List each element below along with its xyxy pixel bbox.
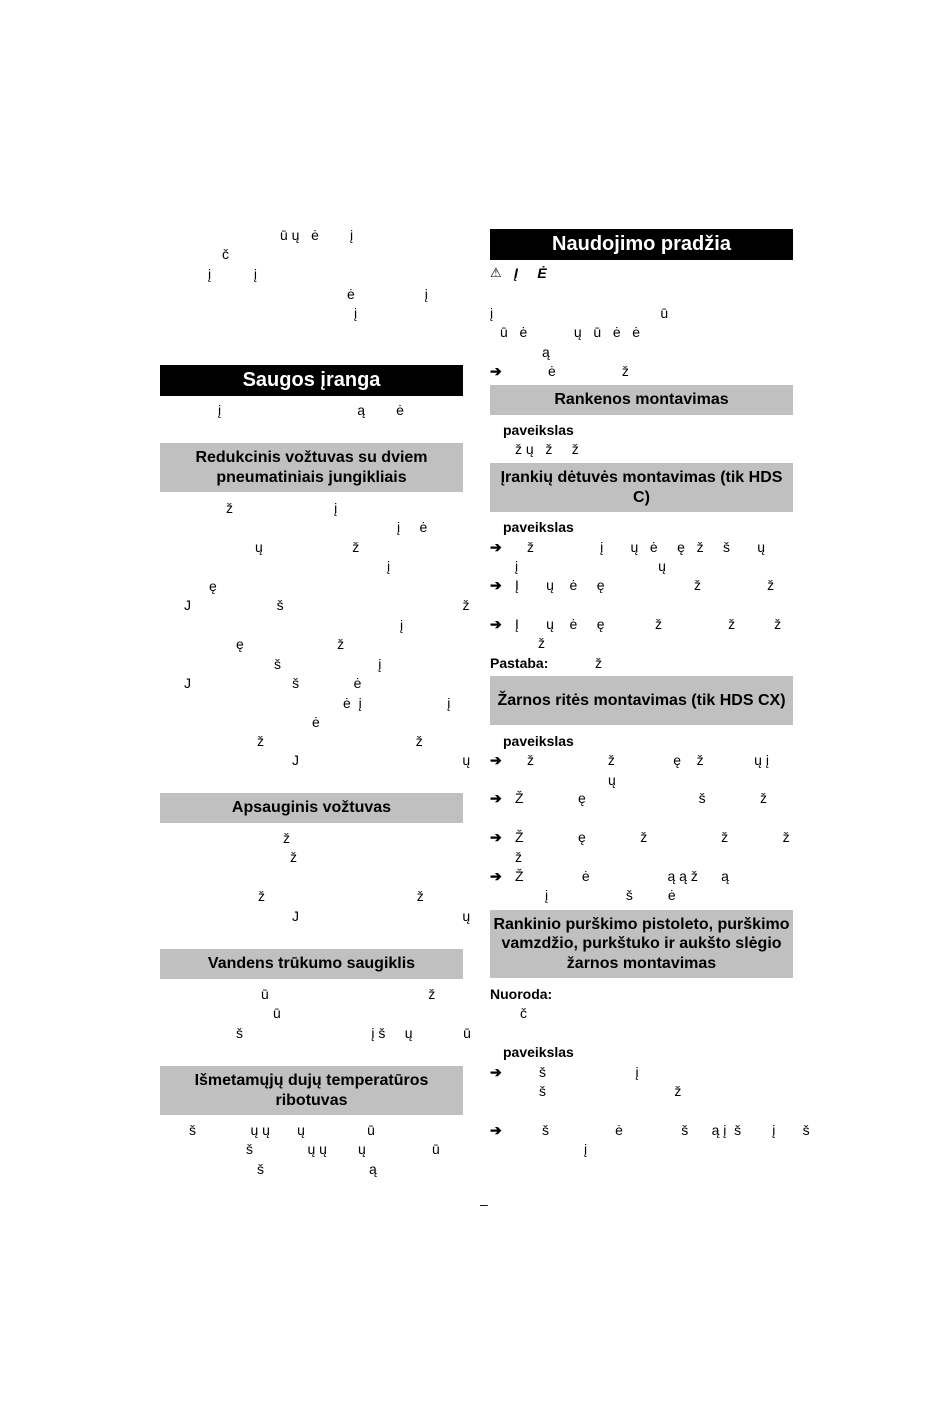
step-text: ė ž [548, 363, 629, 379]
text-fragment: š ų ų ų ū [246, 1141, 440, 1157]
text-fragment: J ų [292, 752, 471, 768]
zarnos-heading: Žarnos ritės montavimas (tik HDS CX) [490, 676, 793, 725]
text-fragment: č [222, 246, 229, 262]
text-fragment: į ė [397, 519, 428, 535]
text-fragment: ė į [347, 286, 428, 302]
text-fragment: į [387, 558, 391, 574]
arrow-bullet-icon: ➔ [490, 868, 502, 884]
text-fragment: ę ž [236, 636, 345, 652]
step-text: Ž ę š ž [515, 790, 768, 806]
text-fragment: ž [283, 830, 290, 846]
text-fragment: ž [515, 849, 522, 865]
text-fragment: J ų [292, 908, 471, 924]
step-text: š ė š ą į š į š [542, 1122, 810, 1138]
text-fragment: į į [208, 266, 258, 282]
arrow-bullet-icon: ➔ [490, 363, 502, 379]
arrow-bullet-icon: ➔ [490, 829, 502, 845]
text-fragment: į [400, 617, 404, 633]
text-fragment: š ų ų ų ū [189, 1122, 375, 1138]
text-fragment: ų [608, 772, 616, 788]
text-fragment: ž ų ž ž [515, 441, 579, 457]
irankiu-heading: Įrankių dėtuvės montavimas (tik HDS C) [490, 463, 793, 512]
arrow-bullet-icon: ➔ [490, 616, 502, 632]
text-fragment: į š ė [545, 887, 676, 903]
warning-icon: ⚠ [490, 265, 502, 280]
apsauginis-heading: Apsauginis vožtuvas [160, 793, 463, 823]
text-fragment: ž ž [258, 888, 424, 904]
step-text: Į ų ė ę ž ž [515, 577, 775, 593]
pastaba-label: Pastaba: [490, 655, 549, 671]
irankiu-figure-label: paveikslas [503, 519, 574, 535]
text-fragment: ų ž [255, 539, 360, 555]
step-text: ž ž ę ž ų į [527, 752, 769, 768]
arrow-bullet-icon: ➔ [490, 539, 502, 555]
text-fragment: ū ų ė į [280, 227, 354, 243]
text-fragment: ū ė ų ū ė ė [500, 324, 641, 340]
text-fragment: š į š ų ū [236, 1025, 471, 1041]
redukcinis-heading: Redukcinis vožtuvas su dviem pneumatiniais jungikliais [160, 443, 463, 492]
text-fragment: į ų [515, 558, 666, 574]
text-fragment: į ą ė [218, 402, 404, 418]
arrow-bullet-icon: ➔ [490, 1064, 502, 1080]
text-fragment: ę [209, 578, 217, 594]
arrow-bullet-icon: ➔ [490, 1122, 502, 1138]
saugos-iranga-heading: Saugos įranga [160, 365, 463, 396]
text-fragment: š ž [539, 1083, 682, 1099]
rankenos-heading: Rankenos montavimas [490, 385, 793, 415]
text-fragment: ė [312, 714, 320, 730]
text-fragment: ū ž [261, 986, 436, 1002]
step-text: Ž ę ž ž ž [515, 829, 790, 845]
step-text: ž į ų ė ę ž š ų [527, 539, 766, 555]
rankinio-heading: Rankinio purškimo pistoleto, purškimo vamzdžio, purkštuko ir aukšto slėgio žarnos montavimas [490, 910, 793, 978]
text-fragment: ū [273, 1005, 281, 1021]
arrow-bullet-icon: ➔ [490, 752, 502, 768]
warning-text: Į Ė [514, 265, 547, 281]
rankenos-figure-label: paveikslas [503, 422, 574, 438]
step-text: Į ų ė ę ž ž ž [515, 616, 782, 632]
text-fragment: ė į į [343, 695, 451, 711]
nuoroda-label: Nuoroda: [490, 986, 553, 1002]
text-fragment: į [584, 1141, 588, 1157]
text-fragment: š ą [257, 1161, 377, 1177]
vandens-heading: Vandens trūkumo saugiklis [160, 949, 463, 979]
step-text: Ž ė ą ą ž ą [515, 868, 729, 884]
arrow-bullet-icon: ➔ [490, 790, 502, 806]
naudojimo-pradzia-heading: Naudojimo pradžia [490, 229, 793, 260]
step-text: š į [539, 1064, 639, 1080]
text-fragment: ž į [226, 500, 338, 516]
text-fragment: č [520, 1005, 527, 1021]
text-fragment: ž [538, 635, 545, 651]
text-fragment: ą [542, 344, 550, 360]
zarnos-figure-label: paveikslas [503, 733, 574, 749]
text-fragment: ž [290, 849, 297, 865]
pastaba-text: ž [595, 655, 602, 671]
text-fragment: ž ž [257, 733, 423, 749]
page-number: – [480, 1196, 488, 1212]
arrow-bullet-icon: ➔ [490, 577, 502, 593]
rankinio-figure-label: paveikslas [503, 1044, 574, 1060]
text-fragment: š į [274, 656, 382, 672]
text-fragment: į [354, 305, 358, 321]
text-fragment: į ū [490, 305, 669, 321]
text-fragment: J š ė [184, 675, 362, 691]
ismetamuju-heading: Išmetamųjų dujų temperatūros ribotuvas [160, 1066, 463, 1115]
text-fragment: J š ž [184, 597, 470, 613]
